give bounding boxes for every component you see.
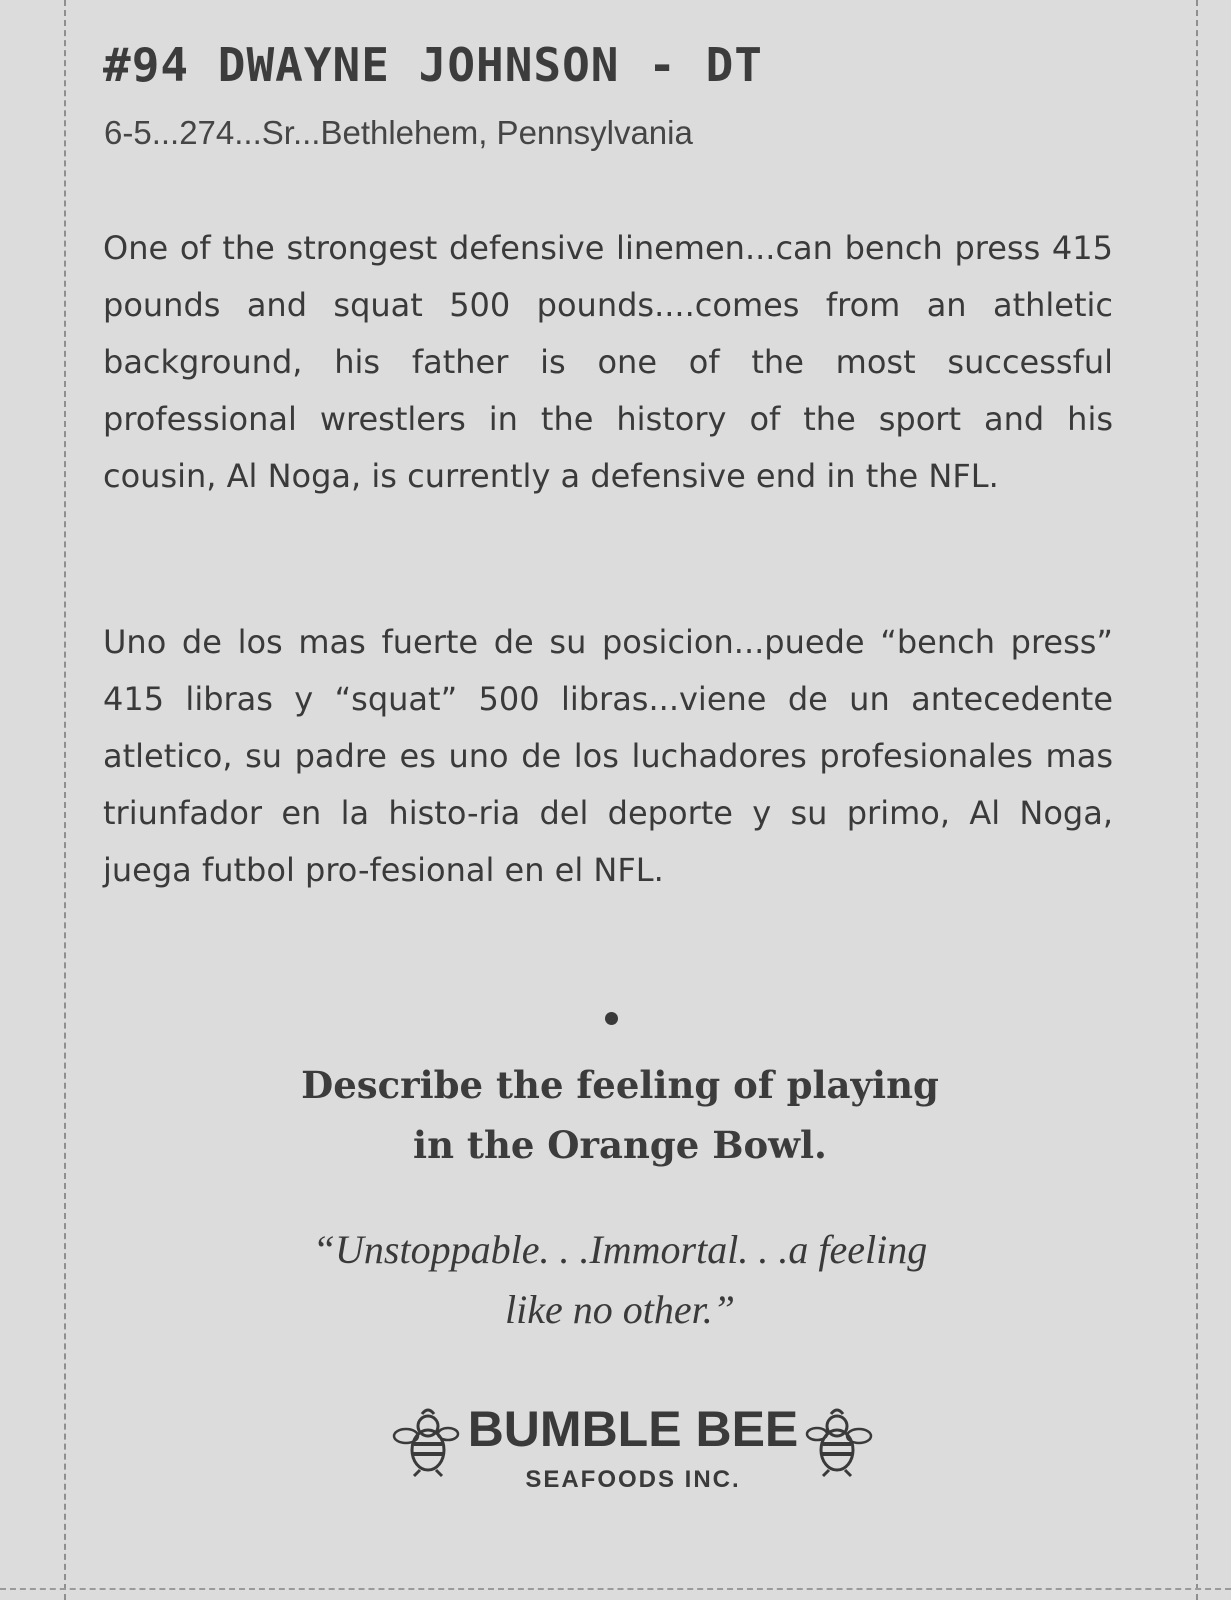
player-quote	[160, 1220, 1080, 1340]
bee-mascot-icon	[805, 1408, 875, 1478]
left-perforation	[64, 0, 66, 1600]
sponsor-subtitle: SEAFOODS INC.	[525, 1466, 741, 1493]
right-perforation	[1196, 0, 1198, 1600]
separator-bullet	[605, 1012, 618, 1025]
question	[160, 1055, 1080, 1175]
bee-mascot-icon	[390, 1408, 460, 1478]
question-line-1: Describe the feeling of playing	[301, 1063, 939, 1107]
player-vitals: 6-5...274...Sr...Bethlehem, Pennsylvania	[104, 114, 693, 151]
player-heading: #94 DWAYNE JOHNSON - DT	[103, 38, 763, 92]
bio-spanish: Uno de los mas fuerte de su posicion...puede “bench press” 415 libras y “squat” 500 libras...viene de un antecedente atletico, su padre es uno de los luchadores profesionales mas triunfador en la histo-ria del deporte y su primo, Al Noga, juega futbol pro-fesional en el NFL.	[103, 623, 1113, 889]
bottom-perforation	[0, 1588, 1231, 1590]
sponsor-brand: BUMBLE BEE	[467, 1401, 799, 1457]
quote-line-1: “Unstoppable. . .Immortal. . .a feeling	[312, 1227, 928, 1272]
bio-english: One of the strongest defensive linemen...can bench press 415 pounds and squat 500 pounds....comes from an athletic background, his father is one of the most successful professional wrestlers in the history of the sport and his cousin, Al Noga, is currently a defensive end in the NFL.	[103, 229, 1113, 495]
question-line-2: in the Orange Bowl.	[413, 1123, 827, 1167]
sponsor-logo	[380, 1400, 880, 1510]
quote-line-2: like no other.”	[505, 1287, 735, 1332]
